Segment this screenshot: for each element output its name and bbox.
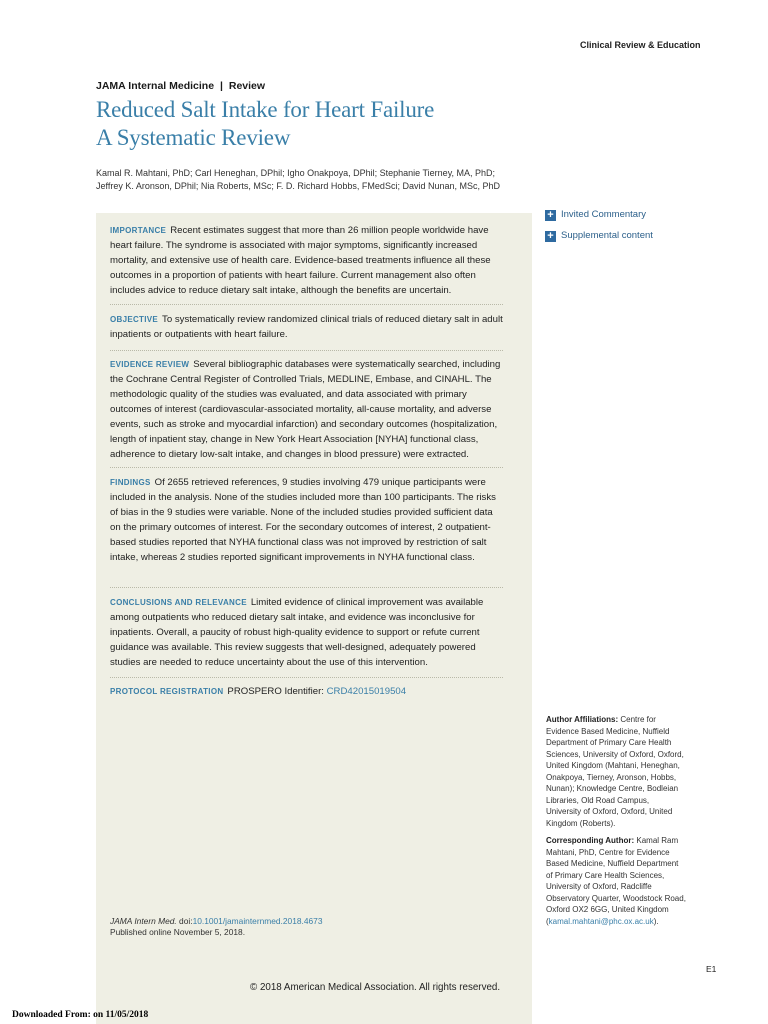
email-close: ). bbox=[653, 916, 659, 926]
citation-doi-line bbox=[110, 916, 322, 927]
objective-text: To systematically review randomized clinical trials of reduced dietary salt in adult inpatients or outpatients with heart failure. bbox=[110, 314, 503, 340]
doi-prefix: doi: bbox=[179, 916, 193, 926]
abstract-conclusions bbox=[110, 595, 506, 670]
evidence-review-heading: EVIDENCE REVIEW bbox=[110, 360, 190, 369]
plus-icon: + bbox=[545, 231, 556, 242]
journal-line bbox=[96, 80, 265, 92]
divider bbox=[110, 587, 503, 588]
author-list bbox=[96, 167, 500, 193]
published-date: Published online November 5, 2018. bbox=[110, 927, 246, 937]
importance-heading: IMPORTANCE bbox=[110, 226, 167, 235]
abstract-findings bbox=[110, 475, 506, 565]
article-type: Review bbox=[228, 80, 266, 92]
doi-link[interactable]: 10.1001/jamainternmed.2018.4673 bbox=[192, 916, 323, 926]
corresponding-label: Corresponding Author: bbox=[546, 836, 635, 845]
affiliations-label: Author Affiliations: bbox=[546, 715, 619, 724]
section-label: Clinical Review & Education bbox=[580, 40, 701, 50]
article-title: Reduced Salt Intake for Heart Failure bbox=[96, 97, 435, 122]
protocol-text: PROSPERO Identifier: bbox=[227, 686, 324, 697]
email-link[interactable]: kamal.mahtani@phc.ox.ac.uk bbox=[548, 916, 654, 926]
evidence-review-text: Several bibliographic databases were systematically searched, including the Cochrane Central Register of Controlled Trials, MEDLINE, Embase, and CINAHL. The methodologic quality of the studies was evaluated, and data associated with primary outcomes of interest (cardiovascular-associated mortality, all-cause mortality, and adverse events, such as stroke and myocardial infarction) and secondary outcomes (hospitalization, length of inpatient stay, change in New York Heart Association [NYHA] functional class, adherence to dietary low-salt intake, and changes in blood pressure) were extracted. bbox=[110, 359, 501, 460]
divider bbox=[110, 677, 503, 678]
affiliations-text: Centre for Evidence Based Medicine, Nuffield Department of Primary Care Health Sciences, University of Oxford, Oxford, United Kingdom (Mahtani, Heneghan, Onakpoya, Tierney, Aronson, Hobbs, Nunan); Knowledge Centre, Bodleian Libraries, Old Road Campus, University of Oxford, Oxford, United Kingdom (Roberts). bbox=[546, 715, 684, 828]
conclusions-heading: CONCLUSIONS AND RELEVANCE bbox=[110, 598, 247, 607]
conclusions-text: Limited evidence of clinical improvement was available among outpatients who reduced dietary salt intake, and evidence was inconclusive for inpatients. Overall, a paucity of robust high-quality evidence to support or refute current guidance was available. This review suggests that well-designed, adequately powered studies are needed to reduce uncertainty about the use of this intervention. bbox=[110, 597, 484, 668]
abstract-importance bbox=[110, 223, 506, 298]
journal-abbrev: JAMA Intern Med. bbox=[110, 916, 177, 926]
supplemental-content-label: Supplemental content bbox=[561, 230, 653, 241]
article-subtitle: A Systematic Review bbox=[96, 125, 291, 150]
abstract-evidence-review bbox=[110, 357, 506, 462]
journal-name: JAMA Internal Medicine bbox=[96, 80, 215, 92]
corresponding-text: Kamal Ram Mahtani, PhD, Centre for Evidence Based Medicine, Nuffield Department of Primary Care Health Sciences, University of Oxford, Radcliffe Observatory Quarter, Woodstock Road, Oxford OX2 6GG, United Kingdom bbox=[546, 836, 686, 914]
findings-text: Of 2655 retrieved references, 9 studies involving 479 unique participants were included in the analysis. None of the studies included more than 100 participants. The risks of bias in the 9 studies were variable. None of the included studies provided sufficient data on the primary outcomes of interest. For the secondary outcomes of interest, 2 outpatient-based studies reported that NYHA functional class was not improved by restriction of salt intake, whereas 2 studies reported significant improvements in NYHA functional class. bbox=[110, 477, 496, 563]
abstract-protocol bbox=[110, 684, 506, 699]
importance-text: Recent estimates suggest that more than 26 million people worldwide have heart failure. The syndrome is associated with major symptoms, significantly increased mortality, and extensive use of health care. Evidence-based treatments influence all these outcomes in a proportion of patients with heart failure. Current management also often includes advice to reduce dietary salt intake, although the benefits are uncertain. bbox=[110, 225, 491, 296]
author-line-2: Jeffrey K. Aronson, DPhil; Nia Roberts, MSc; F. D. Richard Hobbs, FMedSci; David Nunan, MSc, PhD bbox=[96, 181, 500, 191]
divider bbox=[110, 304, 503, 305]
findings-heading: FINDINGS bbox=[110, 478, 151, 487]
invited-commentary-link[interactable] bbox=[545, 209, 646, 221]
author-affiliations bbox=[546, 714, 686, 829]
objective-heading: OBJECTIVE bbox=[110, 315, 159, 324]
divider bbox=[110, 467, 503, 468]
prospero-link[interactable]: CRD42015019504 bbox=[326, 686, 407, 697]
page-number: E1 bbox=[706, 964, 717, 974]
abstract-objective bbox=[110, 312, 506, 342]
invited-commentary-label: Invited Commentary bbox=[561, 209, 647, 220]
divider bbox=[110, 350, 503, 351]
copyright: © 2018 American Medical Association. All rights reserved. bbox=[250, 982, 501, 993]
citation bbox=[110, 916, 322, 938]
email-open: ( bbox=[546, 916, 549, 926]
plus-icon: + bbox=[545, 210, 556, 221]
author-line-1: Kamal R. Mahtani, PhD; Carl Heneghan, DPhil; Igho Onakpoya, DPhil; Stephanie Tierney, MA, PhD; bbox=[96, 168, 496, 178]
corresponding-author bbox=[546, 835, 686, 927]
journal-separator: | bbox=[219, 80, 223, 92]
supplemental-content-link[interactable] bbox=[545, 230, 653, 242]
download-stamp: Downloaded From: on 11/05/2018 bbox=[12, 1010, 149, 1020]
protocol-heading: PROTOCOL REGISTRATION bbox=[110, 687, 224, 696]
